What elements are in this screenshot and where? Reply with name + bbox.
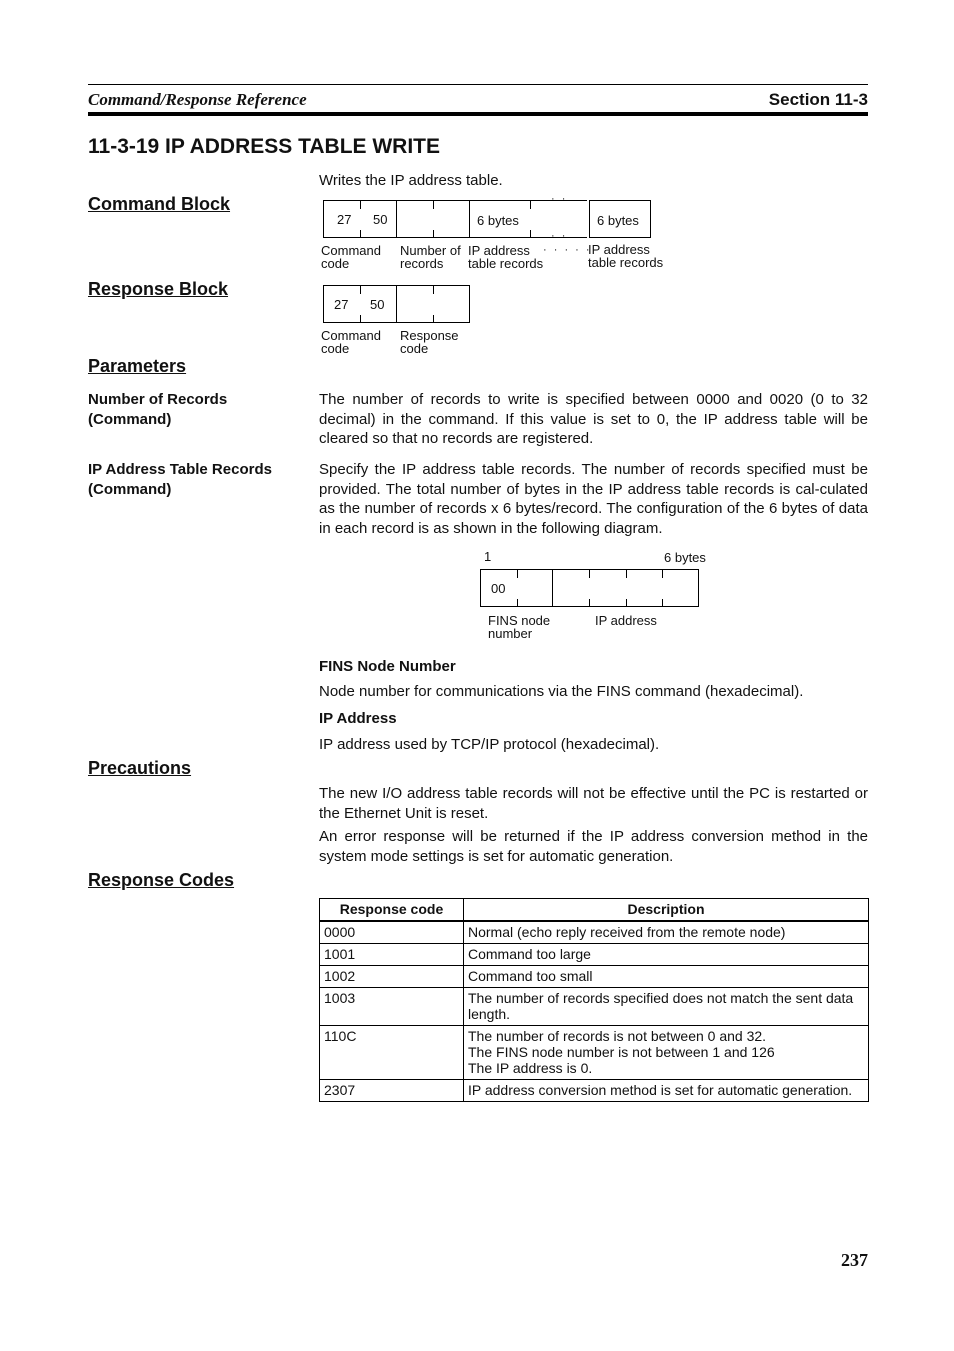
table-row bbox=[320, 944, 869, 966]
record-bytes-label: 6 bytes bbox=[664, 550, 706, 565]
table-row bbox=[320, 966, 869, 988]
label-ip-table-records-2: IP address table records bbox=[588, 242, 664, 270]
ip-address-heading: IP Address bbox=[319, 710, 397, 727]
description-cell: Command too small bbox=[464, 966, 869, 988]
response-block-diagram bbox=[323, 285, 483, 357]
response-code-cell: 0000 bbox=[320, 921, 464, 944]
response-block-heading: Response Block bbox=[88, 279, 229, 299]
command-block-diagram bbox=[321, 193, 665, 272]
fins-node-value: 00 bbox=[491, 581, 506, 596]
table-row bbox=[320, 1080, 869, 1102]
table-row bbox=[320, 921, 869, 944]
ip-table-records-text: Specify the IP address table records. The number of records specified must be provided. The total number of bytes in the IP address table records is cal-culated as the number of records x 6 bytes/record. The configuration of the 6 bytes of data in each record is as shown in the following diagram. bbox=[319, 461, 868, 537]
fins-node-box bbox=[480, 569, 553, 607]
command-code-box bbox=[323, 200, 397, 238]
table-header-row bbox=[320, 899, 869, 922]
response-codes-heading: Response Codes bbox=[88, 870, 235, 890]
response-code-1: 27 bbox=[334, 297, 349, 312]
bytes-label-1: 6 bytes bbox=[477, 213, 519, 228]
ellipsis-bottom: · · bbox=[551, 230, 568, 242]
response-code-2: 50 bbox=[370, 297, 385, 312]
header-thick-rule bbox=[88, 112, 868, 116]
ellipsis-top: · · bbox=[551, 193, 568, 205]
description-cell: Command too large bbox=[464, 944, 869, 966]
response-label-command-code: Command code bbox=[321, 328, 381, 356]
fins-node-number-heading: FINS Node Number bbox=[319, 658, 456, 675]
response-code-cell: 2307 bbox=[320, 1080, 464, 1102]
description-cell: The number of records is not between 0 and 32. The FINS node number is not between 1 and 126 The IP address is 0. bbox=[464, 1026, 869, 1080]
number-of-records-text: The number of records to write is specified between 0000 and 0020 (0 to 32 decimal) in the command. If this value is set to 0, the IP address table will be cleared so that no records are registered. bbox=[319, 391, 868, 447]
precautions-paragraph-2: An error response will be returned if the IP address conversion method in the system mode settings is set for automatic generation. bbox=[319, 828, 868, 865]
page-title: 11-3-19 IP ADDRESS TABLE WRITE bbox=[88, 135, 441, 158]
record-structure-diagram bbox=[480, 550, 720, 645]
header-section-title: Command/Response Reference bbox=[88, 90, 307, 109]
record-start-label: 1 bbox=[484, 549, 492, 564]
description-cell: IP address conversion method is set for automatic generation. bbox=[464, 1080, 869, 1102]
table-row bbox=[320, 988, 869, 1026]
table-records-box-2 bbox=[589, 200, 651, 238]
header-section-number: Section 11-3 bbox=[768, 90, 868, 109]
description-cell: The number of records specified does not match the sent data length. bbox=[464, 988, 869, 1026]
label-command-code: Command code bbox=[321, 243, 381, 271]
column-header-response-code: Response code bbox=[320, 899, 464, 922]
ip-table-records-label: IP Address Table Records (Command) bbox=[88, 461, 272, 498]
command-code-1: 27 bbox=[337, 212, 352, 227]
column-header-description: Description bbox=[464, 899, 869, 922]
bytes-label-2: 6 bytes bbox=[597, 213, 639, 228]
label-fins-node-number: FINS node number bbox=[488, 613, 551, 641]
ip-address-text: IP address used by TCP/IP protocol (hexadecimal). bbox=[319, 736, 660, 753]
response-code-cell: 1002 bbox=[320, 966, 464, 988]
ip-address-box bbox=[552, 569, 699, 607]
precautions-paragraph-1: The new I/O address table records will not be effective until the PC is restarted or the Ethernet Unit is reset. bbox=[319, 785, 868, 822]
response-code-box bbox=[396, 285, 470, 323]
command-code-2: 50 bbox=[373, 212, 388, 227]
records-box bbox=[396, 200, 470, 238]
intro-text: Writes the IP address table. bbox=[319, 172, 503, 189]
label-number-of-records: Number of records bbox=[400, 243, 461, 271]
table-records-box-1 bbox=[469, 200, 587, 238]
response-codes-table bbox=[319, 898, 869, 1102]
parameters-heading: Parameters bbox=[88, 356, 187, 376]
page-number: 237 bbox=[841, 1250, 868, 1270]
response-code-cell: 1003 bbox=[320, 988, 464, 1026]
table-row bbox=[320, 1026, 869, 1080]
response-label-response-code: Response code bbox=[400, 328, 459, 356]
header-rule bbox=[88, 84, 868, 85]
command-block-heading: Command Block bbox=[88, 194, 231, 214]
label-ip-address: IP address bbox=[595, 613, 657, 628]
label-ellipsis: · · · · · bbox=[543, 244, 592, 256]
number-of-records-label: Number of Records (Command) bbox=[88, 391, 228, 428]
response-code-cell: 1001 bbox=[320, 944, 464, 966]
precautions-heading: Precautions bbox=[88, 758, 192, 778]
description-cell: Normal (echo reply received from the remote node) bbox=[464, 921, 869, 944]
response-code-cell: 110C bbox=[320, 1026, 464, 1080]
fins-node-number-text: Node number for communications via the FINS command (hexadecimal). bbox=[319, 683, 804, 700]
label-ip-table-records-1: IP address table records bbox=[468, 243, 544, 271]
response-command-code-box bbox=[323, 285, 397, 323]
